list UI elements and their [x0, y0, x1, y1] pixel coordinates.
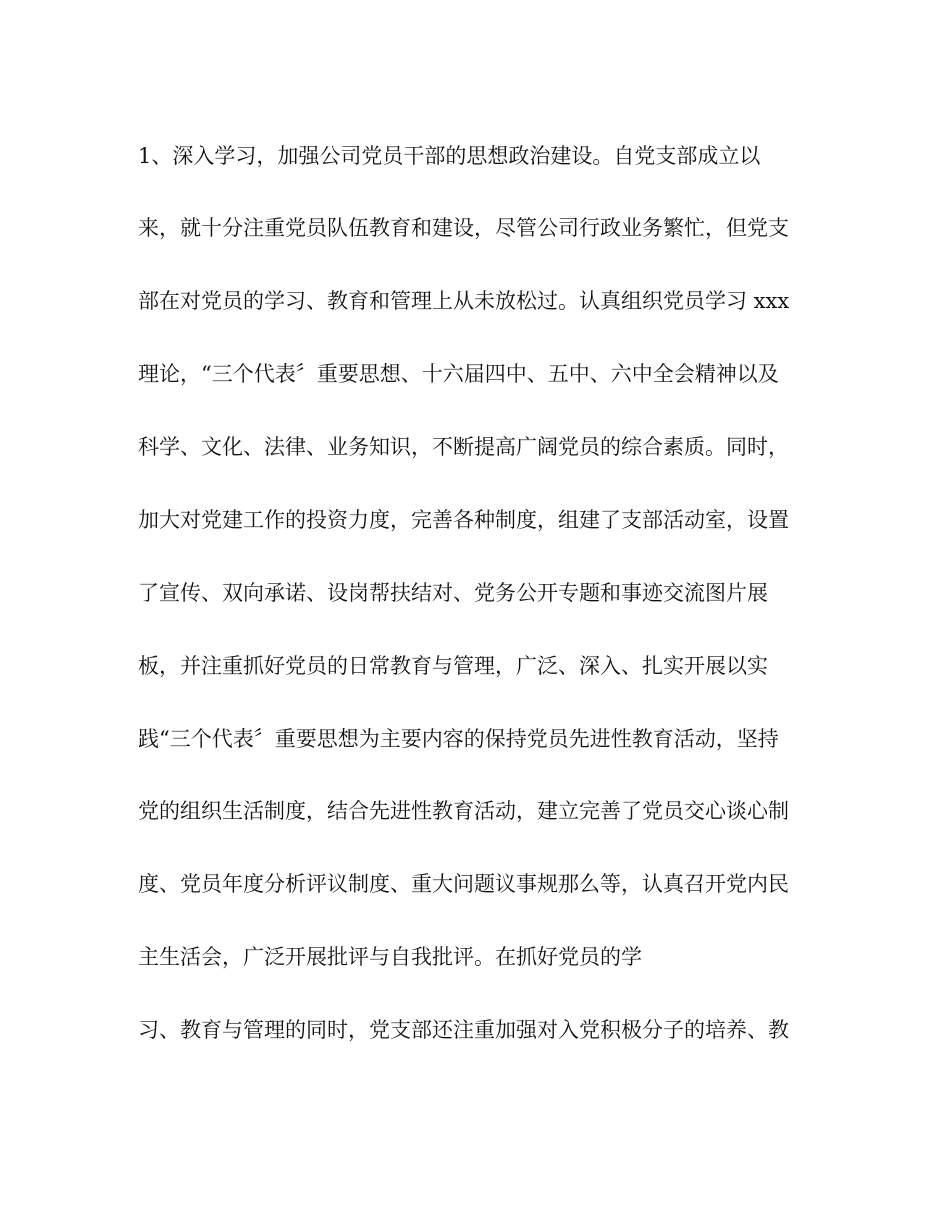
paragraph-line: 科学、文化、法律、业务知识，不断提高广阔党员的综合素质。同时，: [138, 435, 789, 459]
paragraph-line: 板，并注重抓好党员的日常教育与管理，广泛、深入、扎实开展以实: [138, 654, 768, 678]
paragraph-line: 主生活会，广泛开展批评与自我批评。在抓好党员的学: [138, 945, 642, 969]
paragraph-line: 加大对党建工作的投资力度，完善各种制度，组建了支部活动室，设置: [138, 508, 789, 532]
paragraph-line: 了宣传、双向承诺、设岗帮扶结对、党务公开专题和事迹交流图片展: [138, 581, 768, 605]
paragraph-line: 践“三个代表〞重要思想为主要内容的保持党员先进性教育活动，坚持: [138, 727, 779, 751]
paragraph-line: 习、教育与管理的同时，党支部还注重加强对入党积极分子的培养、教: [138, 1018, 789, 1042]
paragraph-line: 度、党员年度分析评议制度、重大问题议事规那么等，认真召开党内民: [138, 872, 789, 896]
paragraph-line: 党的组织生活制度，结合先进性教育活动，建立完善了党员交心谈心制: [138, 799, 789, 823]
paragraph-line: 理论，“三个代表〞重要思想、十六届四中、五中、六中全会精神以及: [138, 362, 779, 386]
paragraph-line: 来，就十分注重党员队伍教育和建设，尽管公司行政业务繁忙，但党支: [138, 216, 789, 240]
paragraph-line: 部在对党员的学习、教育和管理上从未放松过。认真组织党员学习 xxx: [138, 289, 790, 313]
paragraph-line: 1、深入学习，加强公司党员干部的思想政治建设。自党支部成立以: [138, 144, 761, 168]
